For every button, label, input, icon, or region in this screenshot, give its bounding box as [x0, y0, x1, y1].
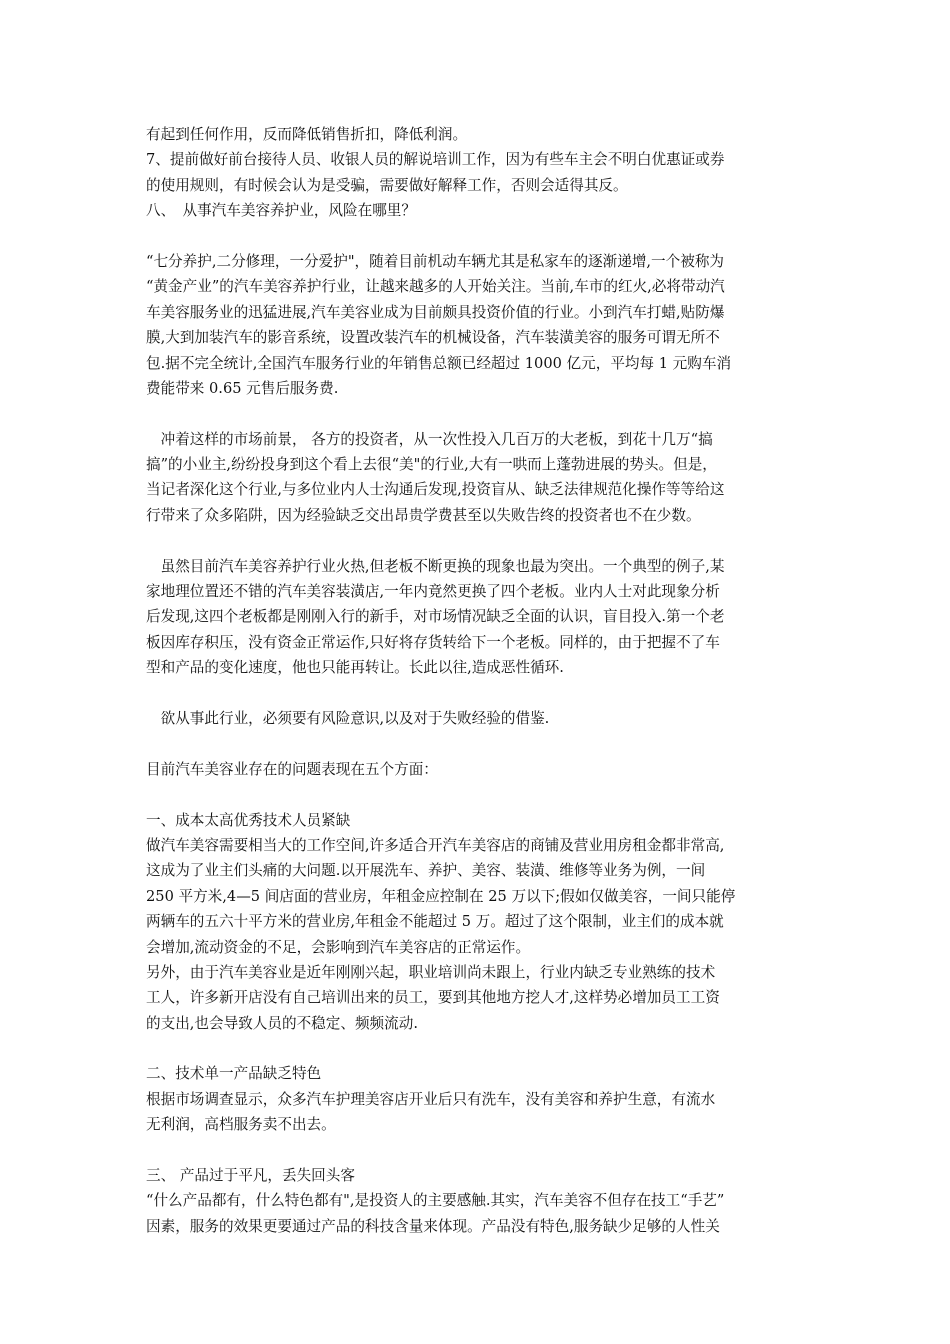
blank-line [146, 401, 806, 426]
text-line: 因素，服务的效果更要通过产品的科技含量来体现。产品没有特色,服务缺少足够的人性关 [146, 1217, 720, 1235]
blank-line [146, 224, 806, 249]
text-line: 7、提前做好前台接待人员、收银人员的解说培训工作，因为有些车主会不明白优惠证或券 [146, 151, 725, 169]
blank-line [146, 731, 806, 756]
text-line: 会增加,流动资金的不足，会影响到汽车美容店的正常运作。 [146, 938, 531, 956]
blank-line [146, 681, 806, 706]
text-line: 这成为了业主们头痛的大问题.以开展洗车、养护、美容、装潢、维修等业务为例，一间 [146, 862, 706, 880]
text-line: 另外，由于汽车美容业是近年刚刚兴起，职业培训尚未跟上，行业内缺乏专业熟练的技术 [146, 963, 716, 981]
text-line: 包.据不完全统计,全国汽车服务行业的年销售总额已经超过 1000 亿元，平均每 1 元购车消 [146, 354, 732, 372]
text-line: 工人，许多新开店没有自己培训出来的员工，要到其他地方挖人才,这样势必增加员工工资 [146, 989, 720, 1007]
text-line: 车美容服务业的迅猛进展,汽车美容业成为目前颇具投资价值的行业。小到汽车打蜡,贴防爆 [146, 303, 725, 321]
text-line: 虽然目前汽车美容养护行业火热,但老板不断更换的现象也最为突出。一个典型的例子,某 [146, 557, 725, 575]
text-line: 型和产品的变化速度，他也只能再转让。长此以往,造成恶性循环. [146, 659, 564, 677]
text-line: 的支出,也会导致人员的不稳定、频频流动. [146, 1014, 418, 1032]
text-line: 费能带来 0.65 元售后服务费. [146, 379, 339, 397]
blank-line [146, 528, 806, 553]
text-line: “黄金产业”的汽车美容养护行业，让越来越多的人开始关注。当前,车市的红火,必将带动汽 [146, 278, 725, 296]
text-line: 三、 产品过于平凡，丢失回头客 [146, 1167, 355, 1185]
text-line: 膜,大到加装汽车的影音系统，设置改装汽车的机械设备，汽车装潢美容的服务可谓无所不 [146, 329, 720, 347]
text-line: 二、技术单一产品缺乏特色 [146, 1065, 322, 1083]
text-line: 家地理位置还不错的汽车美容装潢店,一年内竟然更换了四个老板。业内人士对此现象分析 [146, 583, 720, 601]
text-line: 的使用规则，有时候会认为是受骗，需要做好解释工作，否则会适得其反。 [146, 176, 628, 194]
text-line: 有起到任何作用，反而降低销售折扣，降低利润。 [146, 126, 468, 143]
text-line: 无利润，高档服务卖不出去。 [146, 1116, 336, 1134]
blank-line [146, 782, 806, 807]
text-line: 搞”的小业主,纷纷投身到这个看上去很“美"的行业,大有一哄而上蓬勃进展的势头。但是， [146, 456, 717, 474]
text-line: 欲从事此行业，必须要有风险意识,以及对于失败经验的借鉴. [146, 709, 550, 727]
text-line: 当记者深化这个行业,与多位业内人士沟通后发现,投资盲从、缺乏法律规范化操作等等给这 [146, 481, 725, 499]
text-line: 250 平方米,4—5 间店面的营业房，年租金应控制在 25 万以下;假如仅做美容，一间只能停 [146, 887, 736, 905]
text-line: 一、成本太高优秀技术人员紧缺 [146, 811, 351, 829]
text-line: 八、 从事汽车美容养护业，风险在哪里？ [146, 202, 416, 220]
text-line: 板因库存积压，没有资金正常运作,只好将存货转给下一个老板。同样的，由于把握不了车 [146, 633, 720, 651]
blank-line [146, 1036, 806, 1061]
document-body [146, 122, 806, 1239]
text-line: 两辆车的五六十平方米的营业房,年租金不能超过 5 万。超过了这个限制，业主们的成本就 [146, 913, 724, 931]
text-line: 冲着这样的市场前景， 各方的投资者，从一次性投入几百万的大老板，到花十几万“搞 [146, 430, 713, 448]
text-line: 做汽车美容需要相当大的工作空间,许多适合开汽车美容店的商铺及营业用房租金都非常高, [146, 836, 725, 854]
text-line: 目前汽车美容业存在的问题表现在五个方面： [146, 760, 438, 778]
text-line: 行带来了众多陷阱，因为经验缺乏交出昂贵学费甚至以失败告终的投资者也不在少数。 [146, 506, 701, 524]
blank-line [146, 1138, 806, 1163]
text-line: 根据市场调查显示，众多汽车护理美容店开业后只有洗车，没有美容和养护生意，有流水 [146, 1090, 716, 1108]
text-line: 后发现,这四个老板都是刚刚入行的新手，对市场情况缺乏全面的认识，盲目投入.第一个老 [146, 608, 725, 626]
text-line: “七分养护,二分修理，一分爱护"，随着目前机动车辆尤其是私家车的逐渐递增,一个被称为 [146, 252, 725, 270]
text-line: “什么产品都有，什么特色都有",是投资人的主要感触.其实，汽车美容不但存在技工“手艺” [146, 1192, 725, 1210]
